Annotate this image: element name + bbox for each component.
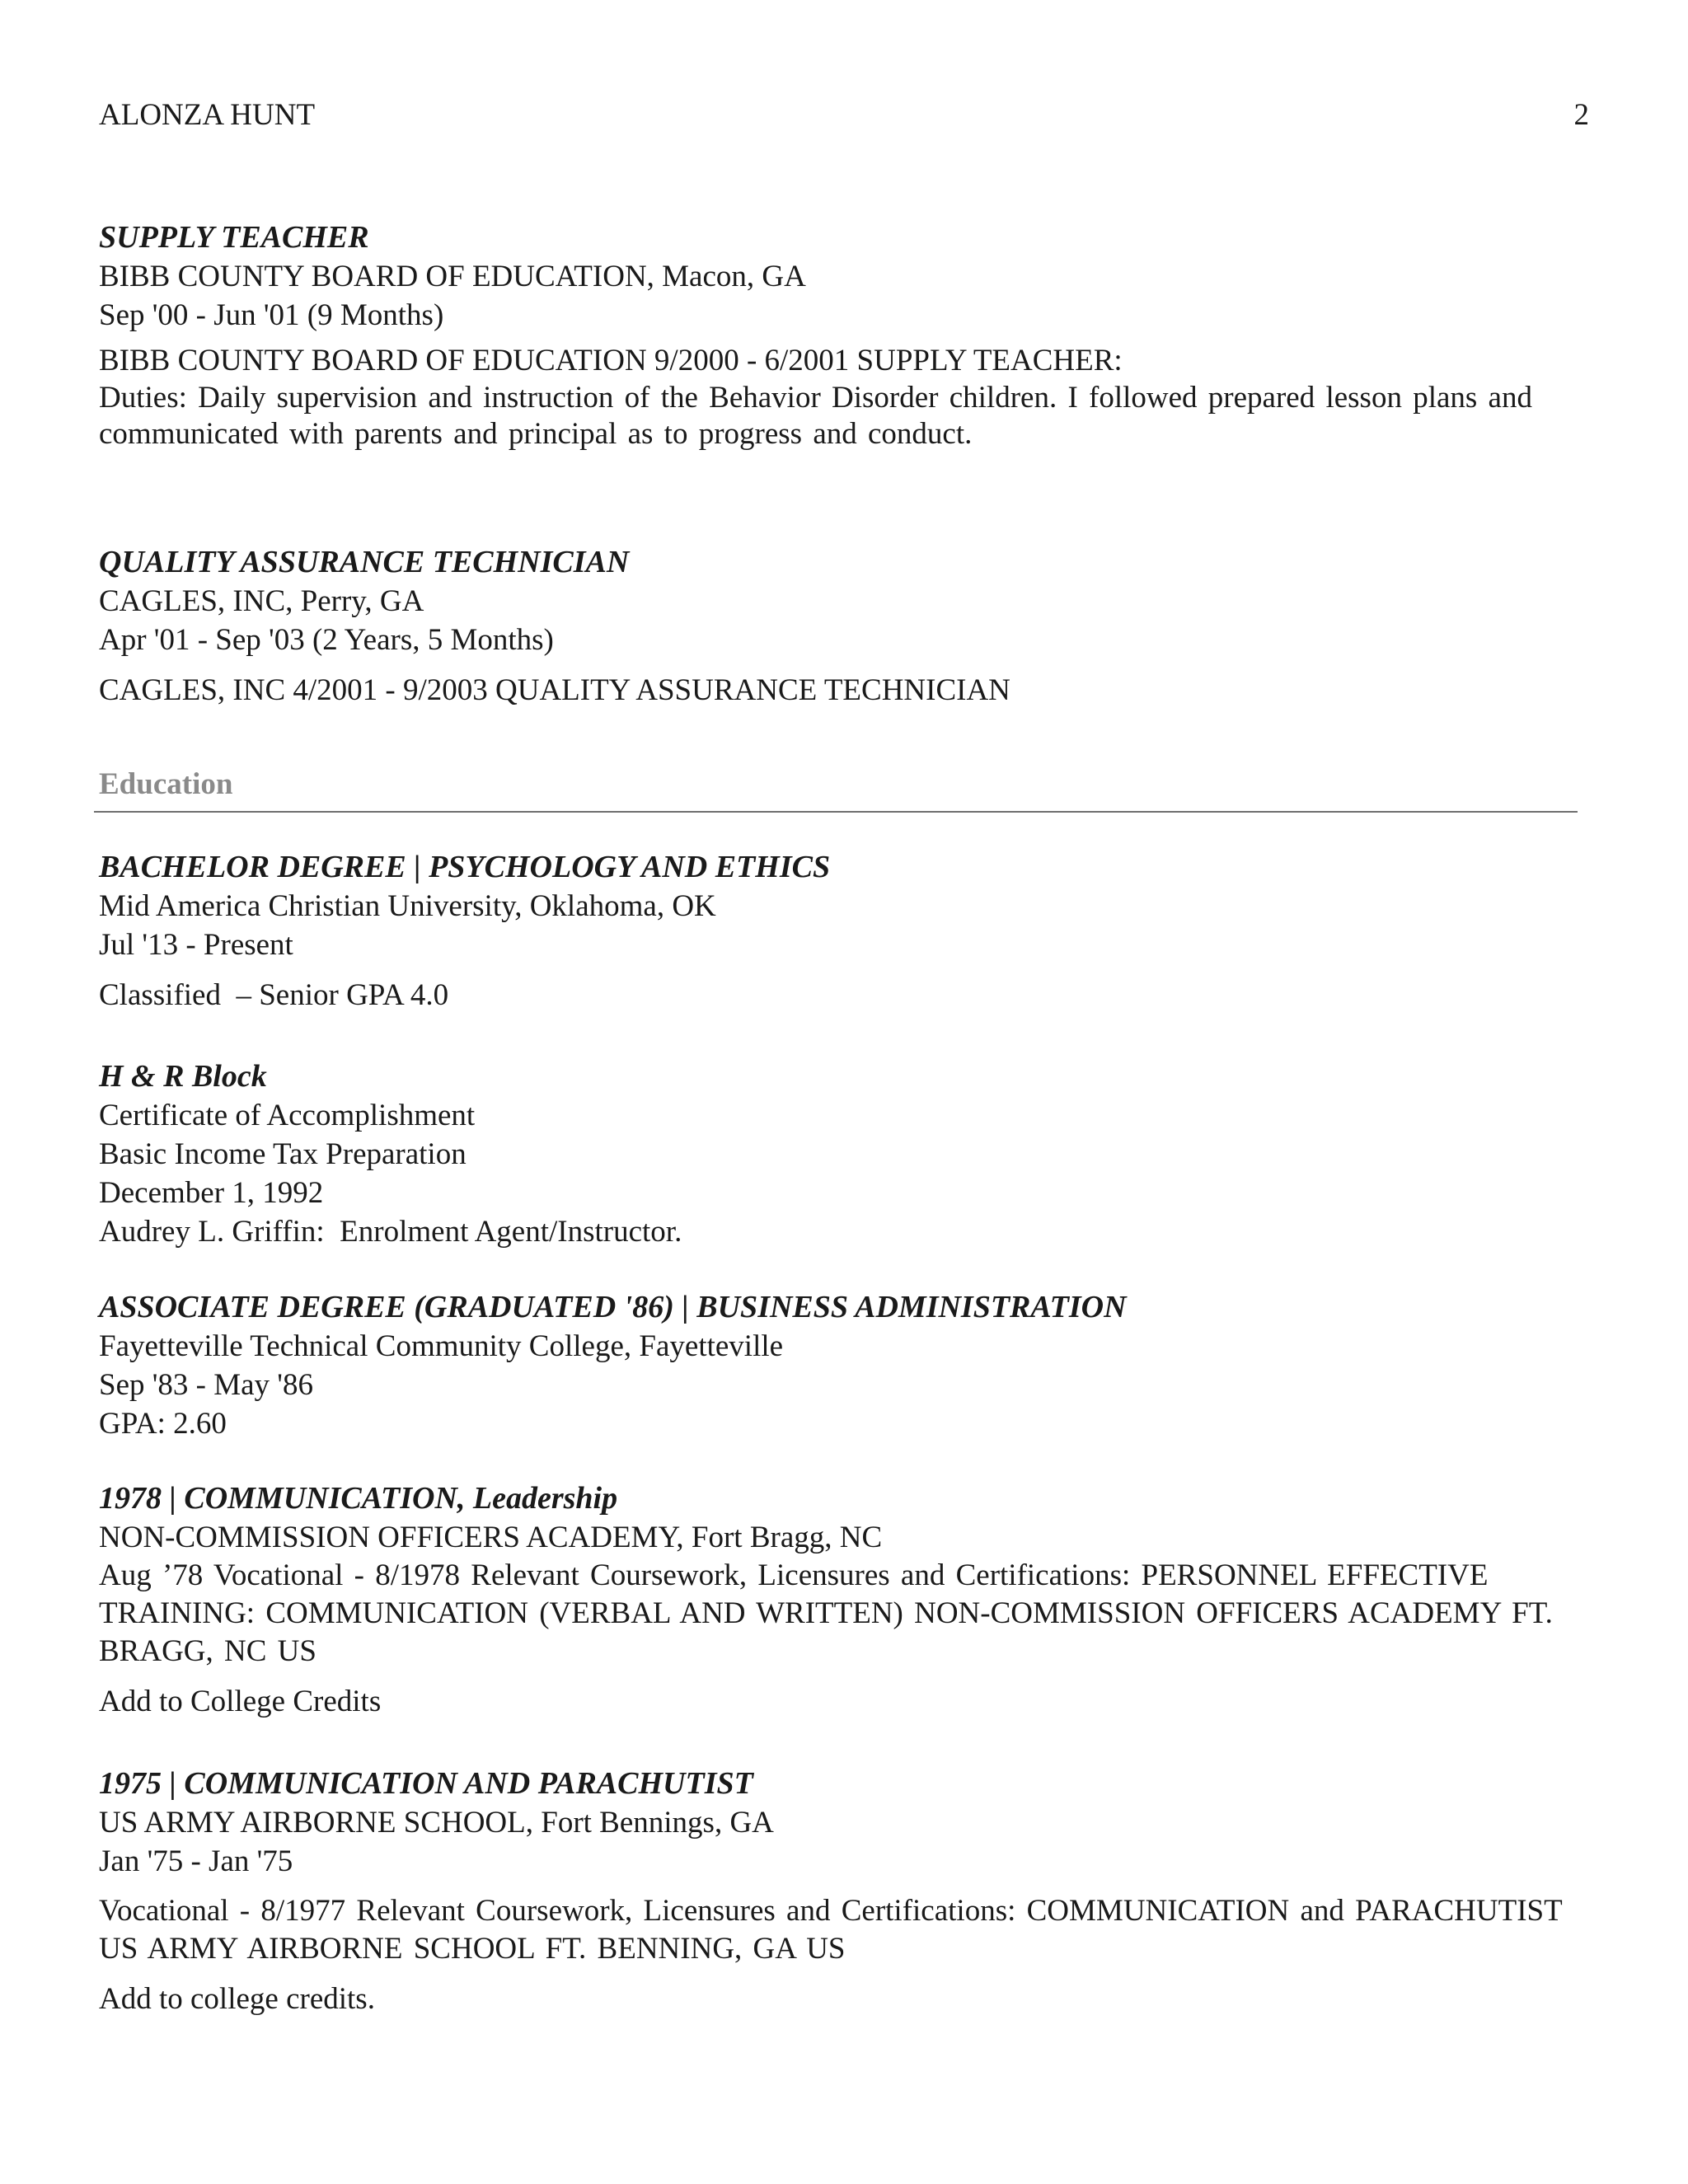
job-duties: Duties: Daily supervision and instruction of the Behavior Disorder children. I followed prepared lesson plans and communicated with parents and principal as to progress and conduct. bbox=[99, 381, 1532, 451]
education-line: Audrey L. Griffin: Enrolment Agent/Instructor. bbox=[99, 1215, 682, 1249]
education-line: Basic Income Tax Preparation bbox=[99, 1137, 467, 1171]
job-employer: CAGLES, INC, Perry, GA bbox=[99, 584, 424, 618]
education-detail: Aug ’78 Vocational - 8/1978 Relevant Coursework, Licensures and Certifications: PERSONNEL EFFECTIVE TRAINING: COMMUNICATION (VERBAL AND WRITTEN) NON-COMMISSION OFFICERS ACADEMY FT. BRAGG, NC US bbox=[99, 1558, 1553, 1668]
education-title: 1975 | COMMUNICATION AND PARACHUTIST bbox=[99, 1766, 753, 1801]
education-line: Jan '75 - Jan '75 bbox=[99, 1844, 293, 1878]
education-line: US ARMY AIRBORNE SCHOOL, Fort Bennings, GA bbox=[99, 1806, 774, 1840]
job-title: QUALITY ASSURANCE TECHNICIAN bbox=[99, 545, 630, 579]
job-entry bbox=[99, 542, 1566, 710]
education-heading: Education bbox=[99, 767, 233, 801]
page-number: 2 bbox=[1573, 98, 1589, 132]
job-summary: CAGLES, INC 4/2001 - 9/2003 QUALITY ASSURANCE TECHNICIAN bbox=[99, 673, 1010, 707]
education-note: Add to college credits. bbox=[99, 1982, 375, 2016]
education-line: Mid America Christian University, Oklahoma, OK bbox=[99, 889, 716, 923]
education-title: H & R Block bbox=[99, 1059, 267, 1094]
section-divider bbox=[94, 811, 1578, 813]
job-dates: Apr '01 - Sep '03 (2 Years, 5 Months) bbox=[99, 623, 554, 657]
education-entry bbox=[99, 1479, 1566, 1721]
education-detail: Vocational - 8/1977 Relevant Coursework, Licensures and Certifications: COMMUNICATION and PARACHUTIST US ARMY AIRBORNE SCHOOL FT. BENNING, GA US bbox=[99, 1894, 1563, 1966]
education-note: Classified – Senior GPA 4.0 bbox=[99, 978, 449, 1012]
job-summary: BIBB COUNTY BOARD OF EDUCATION 9/2000 - 6/2001 SUPPLY TEACHER: bbox=[99, 344, 1123, 377]
education-line: Jul '13 - Present bbox=[99, 928, 293, 962]
education-entry bbox=[99, 847, 1566, 1015]
job-employer: BIBB COUNTY BOARD OF EDUCATION, Macon, GA bbox=[99, 260, 806, 293]
job-entry bbox=[99, 218, 1566, 452]
education-line: GPA: 2.60 bbox=[99, 1407, 227, 1441]
education-entry bbox=[99, 1287, 1566, 1443]
job-dates: Sep '00 - Jun '01 (9 Months) bbox=[99, 298, 444, 332]
education-line: December 1, 1992 bbox=[99, 1176, 324, 1210]
education-entry bbox=[99, 1057, 1566, 1251]
education-title: 1978 | COMMUNICATION, Leadership bbox=[99, 1481, 618, 1516]
education-note: Add to College Credits bbox=[99, 1685, 382, 1718]
education-entry bbox=[99, 1764, 1566, 2018]
education-line: Fayetteville Technical Community College, Fayetteville bbox=[99, 1329, 784, 1363]
job-title: SUPPLY TEACHER bbox=[99, 220, 369, 255]
education-title: ASSOCIATE DEGREE (GRADUATED '86) | BUSINESS ADMINISTRATION bbox=[99, 1290, 1127, 1324]
education-line: Certificate of Accomplishment bbox=[99, 1099, 476, 1132]
candidate-name: ALONZA HUNT bbox=[99, 98, 316, 132]
education-line: NON-COMMISSION OFFICERS ACADEMY, Fort Bragg, NC bbox=[99, 1521, 883, 1554]
education-line: Sep '83 - May '86 bbox=[99, 1368, 313, 1402]
education-title: BACHELOR DEGREE | PSYCHOLOGY AND ETHICS bbox=[99, 850, 831, 884]
